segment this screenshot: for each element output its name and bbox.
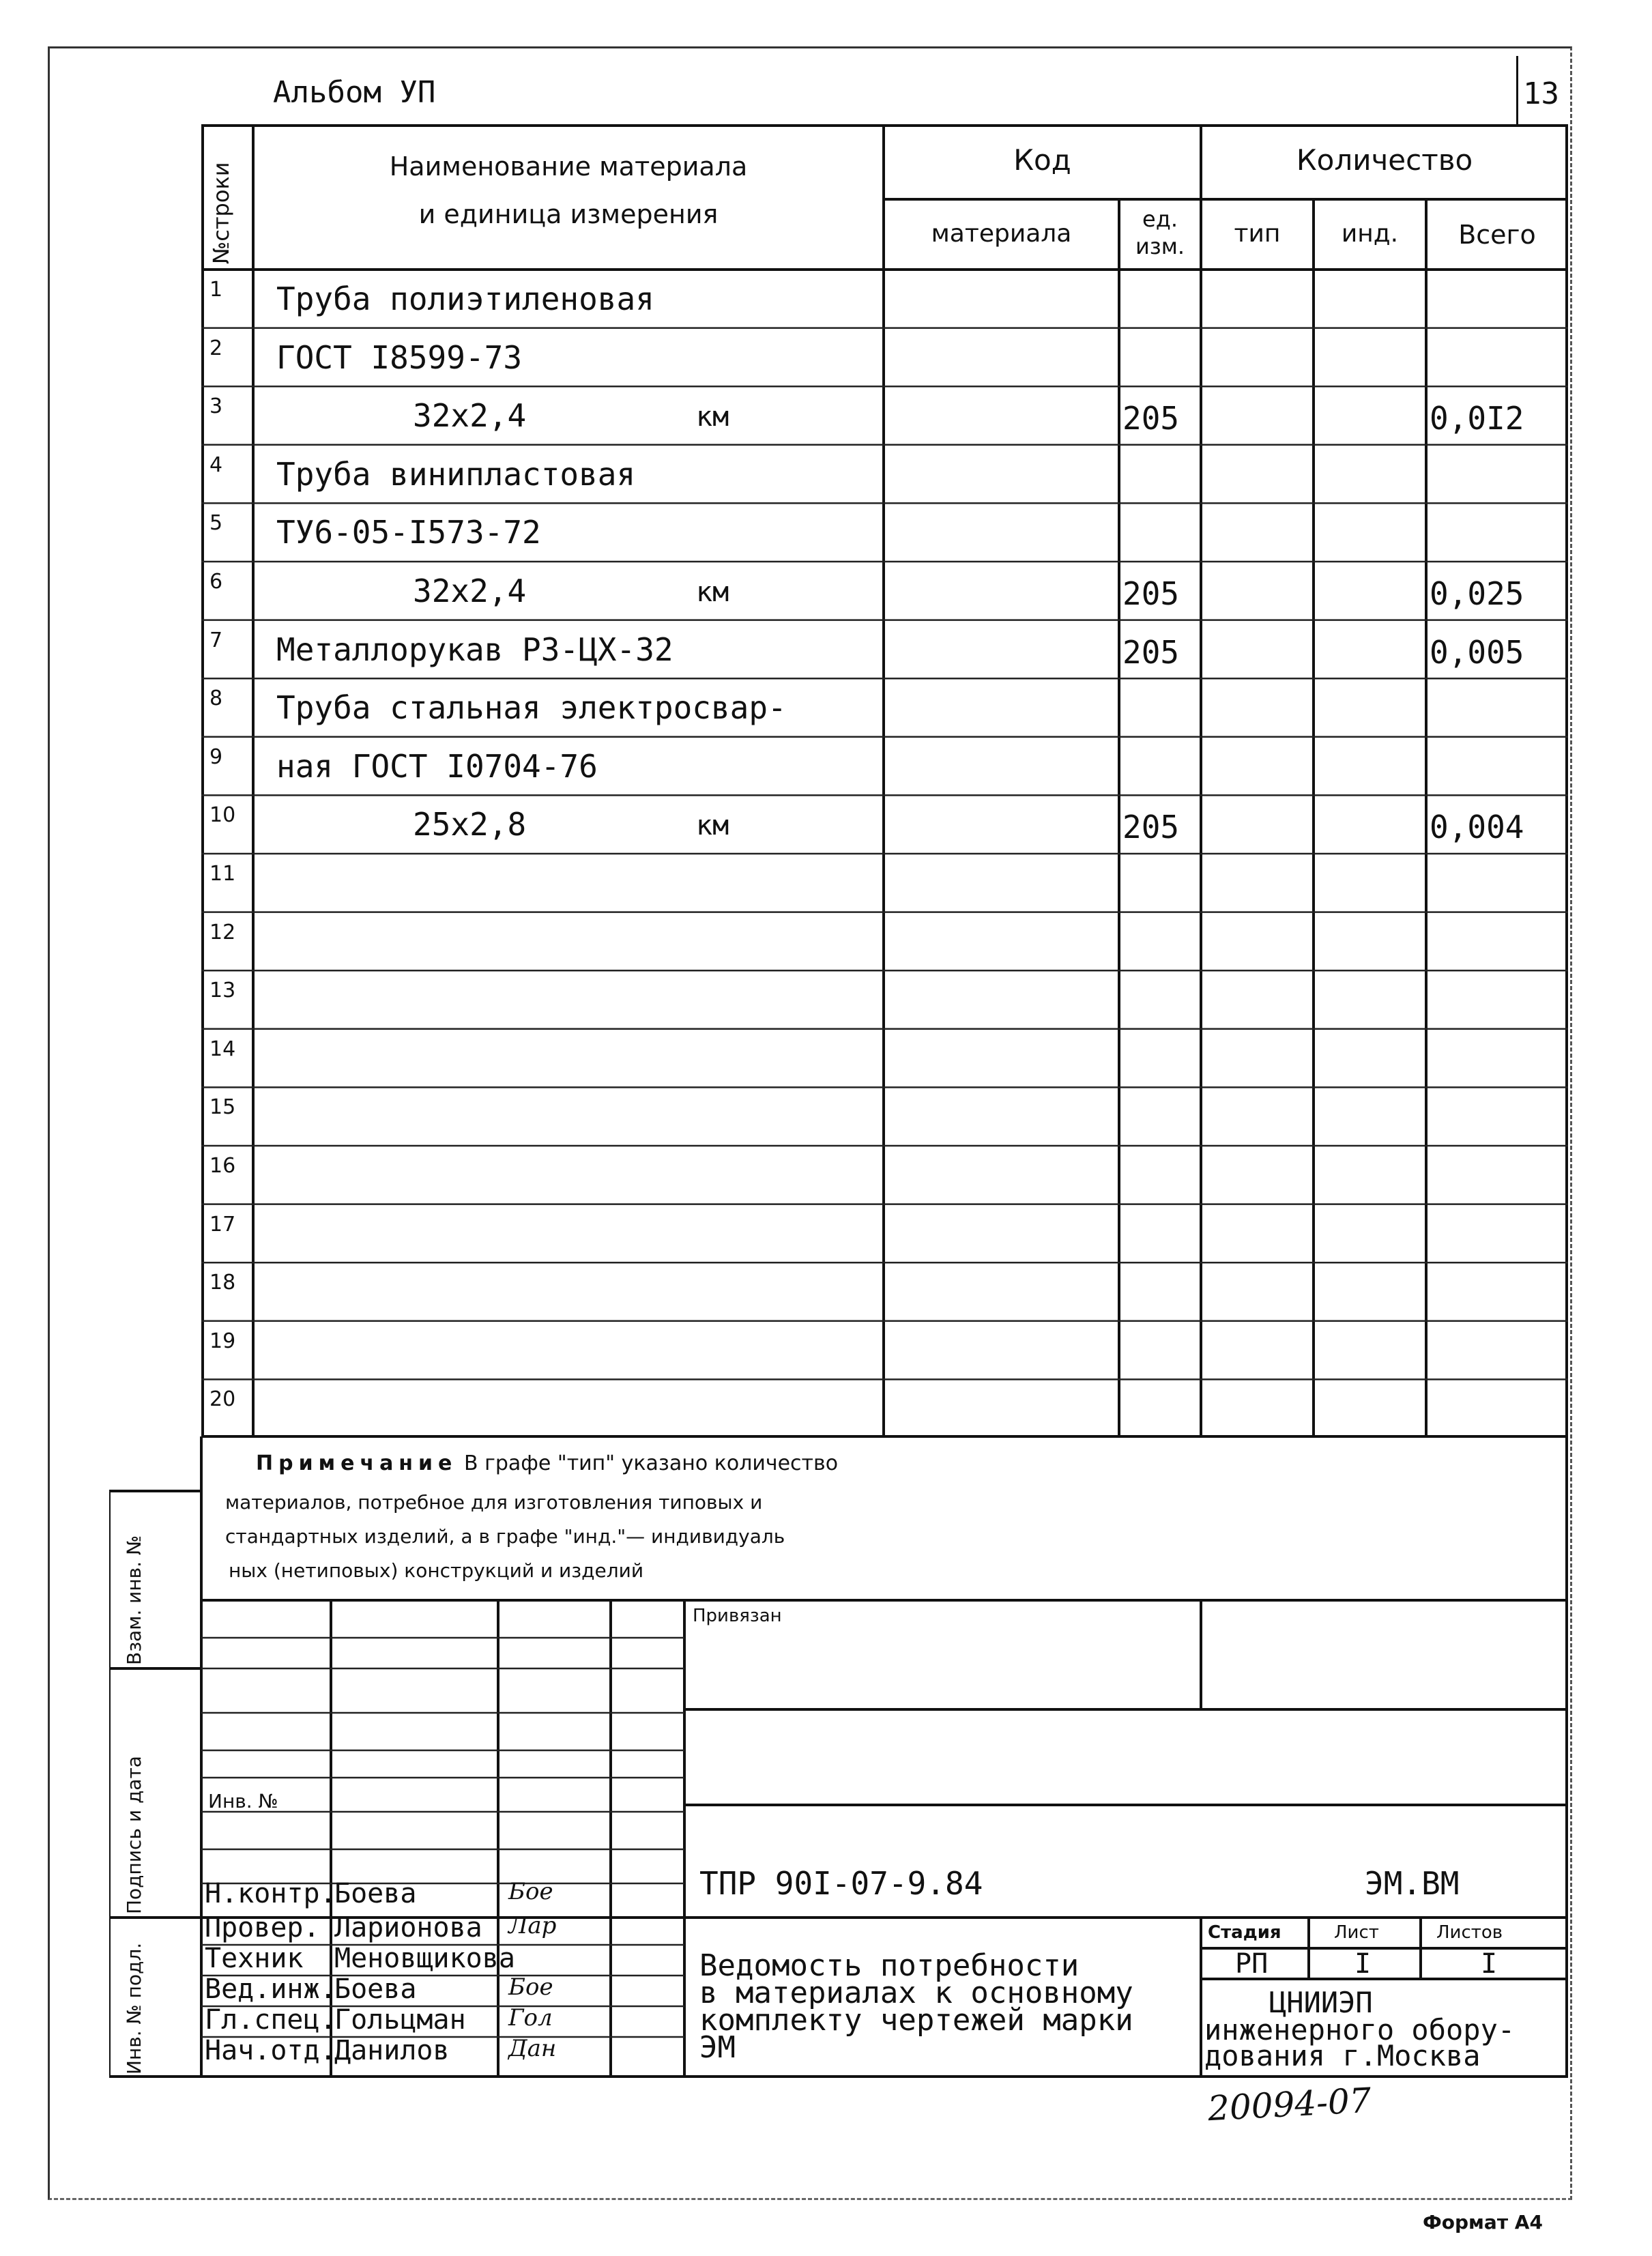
row-number: 11 — [209, 862, 236, 886]
side-label-vzam: Взам. инв. № — [123, 1535, 145, 1665]
material-name: Труба стальная электросвар- — [276, 689, 787, 727]
note-line-2: материалов, потребное для изготовления типовых и — [225, 1491, 763, 1514]
unit: км — [696, 810, 729, 842]
material-name: Труба полиэтиленовая — [276, 280, 654, 317]
description-line-3: комплекту чертежей марки — [699, 2003, 1133, 2038]
row-number: 18 — [209, 1271, 236, 1295]
signer-name: Боева — [334, 1878, 417, 1909]
inv-no-label: Инв. № — [208, 1790, 278, 1812]
qty-type-header: тип — [1234, 220, 1281, 248]
unit: км — [696, 401, 729, 433]
material-name: ТУ6-05-I573-72 — [276, 514, 541, 551]
material-name: ГОСТ I8599-73 — [276, 338, 523, 376]
signer-signature: Лар — [508, 1912, 557, 1939]
name-header-line2: и единица измерения — [418, 199, 719, 229]
unit: км — [696, 577, 729, 608]
signer-signature: Гол — [508, 2004, 553, 2031]
side-label-podpis: Подпись и дата — [123, 1756, 145, 1914]
quantity-total: 0,025 — [1430, 575, 1524, 612]
signer-name: Данилов — [334, 2035, 450, 2066]
material-name: ная ГОСТ I0704-76 — [276, 747, 598, 785]
signer-name: Боева — [334, 1973, 417, 2005]
note-title: Примечание — [256, 1451, 458, 1475]
signer-signature: Бое — [508, 1878, 553, 1905]
quantity-total: 0,004 — [1430, 809, 1524, 846]
row-number: 3 — [209, 394, 223, 419]
signer-name: Ларионова — [334, 1912, 482, 1943]
material-name: 25x2,8 — [413, 806, 527, 843]
code-material-header: материала — [931, 220, 1072, 248]
sheets-label: Листов — [1436, 1922, 1503, 1943]
signer-role: Нач.отд. — [205, 2035, 336, 2066]
unit-code: 205 — [1122, 400, 1180, 437]
table-row — [201, 1029, 1568, 1088]
row-number: 20 — [209, 1387, 236, 1412]
signer-signature: Дан — [508, 2035, 557, 2062]
privyazan-label: Привязан — [693, 1606, 782, 1626]
lower-block — [109, 1436, 1568, 2078]
page-number: 13 — [1523, 76, 1559, 111]
organization-line-2: инженерного обору- — [1204, 2013, 1516, 2047]
code-unit-header-2: изм. — [1135, 233, 1185, 259]
sheet-value: I — [1354, 1948, 1372, 1980]
note-line-1 — [256, 1451, 838, 1475]
quantity-header: Количество — [1296, 143, 1473, 177]
description-line-4: ЭМ — [699, 2030, 736, 2065]
qty-ind-header: инд. — [1341, 220, 1399, 248]
description-line-1: Ведомость потребности — [699, 1948, 1079, 1983]
organization-line-1: ЦНИИЭП — [1269, 1986, 1373, 2019]
album-title: Альбом УП — [273, 75, 436, 110]
row-number: 13 — [209, 979, 236, 1003]
signer-role: Техник — [205, 1943, 304, 1974]
doc-mark: ЭМ.ВМ — [1365, 1865, 1460, 1902]
doc-code: ТПР 90I-07-9.84 — [699, 1865, 983, 1902]
stage-label: Стадия — [1208, 1922, 1281, 1943]
table-row — [201, 1379, 1568, 1438]
table-row — [201, 620, 1568, 679]
signer-name: Меновщикова — [334, 1943, 515, 1974]
table-row — [201, 737, 1568, 796]
table-row — [201, 1321, 1568, 1380]
row-number: 17 — [209, 1212, 236, 1237]
table-row — [201, 386, 1568, 445]
signer-role: Провер. — [205, 1912, 320, 1943]
table-row — [201, 1146, 1568, 1204]
row-number: 8 — [209, 686, 223, 711]
sheet-label: Лист — [1334, 1922, 1379, 1943]
note-line-3: стандартных изделий, а в графе "инд."— индивидуаль — [225, 1525, 785, 1548]
row-number: 19 — [209, 1329, 236, 1353]
signer-role: Н.контр. — [205, 1878, 336, 1909]
table-row — [201, 503, 1568, 562]
material-name: 32x2,4 — [413, 573, 527, 609]
row-number: 12 — [209, 920, 236, 944]
stage-value: РП — [1235, 1948, 1269, 1980]
table-row — [201, 1087, 1568, 1146]
quantity-total: 0,0I2 — [1430, 400, 1524, 437]
table-row — [201, 854, 1568, 912]
row-number: 7 — [209, 628, 223, 652]
organization-line-3: дования г.Москва — [1204, 2039, 1481, 2072]
note-text-1: В графе "тип" указано количество — [463, 1451, 839, 1475]
material-name: Труба винипластовая — [276, 455, 636, 493]
table-row — [201, 970, 1568, 1029]
note-line-4: ных (нетиповых) конструкций и изделий — [229, 1559, 644, 1582]
unit-code: 205 — [1122, 575, 1180, 612]
row-number: 16 — [209, 1154, 236, 1178]
stamp-number: 20094-07 — [1206, 2080, 1372, 2129]
row-number: 10 — [209, 803, 236, 828]
table-row — [201, 912, 1568, 971]
sheets-value: I — [1481, 1948, 1498, 1980]
code-unit-header-1: ед. — [1142, 206, 1178, 232]
table-row — [201, 328, 1568, 387]
signer-role: Вед.инж. — [205, 1973, 336, 2005]
qty-total-header: Всего — [1458, 220, 1536, 250]
table-row — [201, 678, 1568, 737]
material-name: Металлорукав РЗ-ЦХ-32 — [276, 631, 673, 668]
table-row — [201, 795, 1568, 854]
signer-role: Гл.спец. — [205, 2004, 336, 2036]
side-label-inv-podl: Инв. № подл. — [123, 1942, 145, 2074]
row-number: 9 — [209, 744, 223, 769]
signer-signature: Бое — [508, 1973, 553, 2001]
row-number: 4 — [209, 452, 223, 477]
signer-name: Гольцман — [334, 2004, 466, 2036]
code-header: Код — [1013, 143, 1071, 177]
table-row — [201, 445, 1568, 504]
unit-code: 205 — [1122, 809, 1180, 846]
table-row — [201, 562, 1568, 620]
table-row — [201, 270, 1568, 328]
row-number: 1 — [209, 278, 223, 302]
row-number: 15 — [209, 1095, 236, 1120]
row-number: 2 — [209, 336, 223, 360]
unit-code: 205 — [1122, 633, 1180, 671]
row-number-header: №строки — [208, 162, 234, 264]
row-number: 6 — [209, 570, 223, 594]
table-row — [201, 1204, 1568, 1263]
quantity-total: 0,005 — [1430, 633, 1524, 671]
format-label: Формат А4 — [1423, 2211, 1543, 2233]
name-header-line1: Наименование материала — [389, 151, 748, 182]
material-table — [201, 124, 1568, 1438]
description-line-2: в материалах к основному — [699, 1976, 1133, 2010]
row-number: 5 — [209, 511, 223, 536]
table-row — [201, 1262, 1568, 1321]
material-name: 32x2,4 — [413, 397, 527, 435]
row-number: 14 — [209, 1037, 236, 1061]
